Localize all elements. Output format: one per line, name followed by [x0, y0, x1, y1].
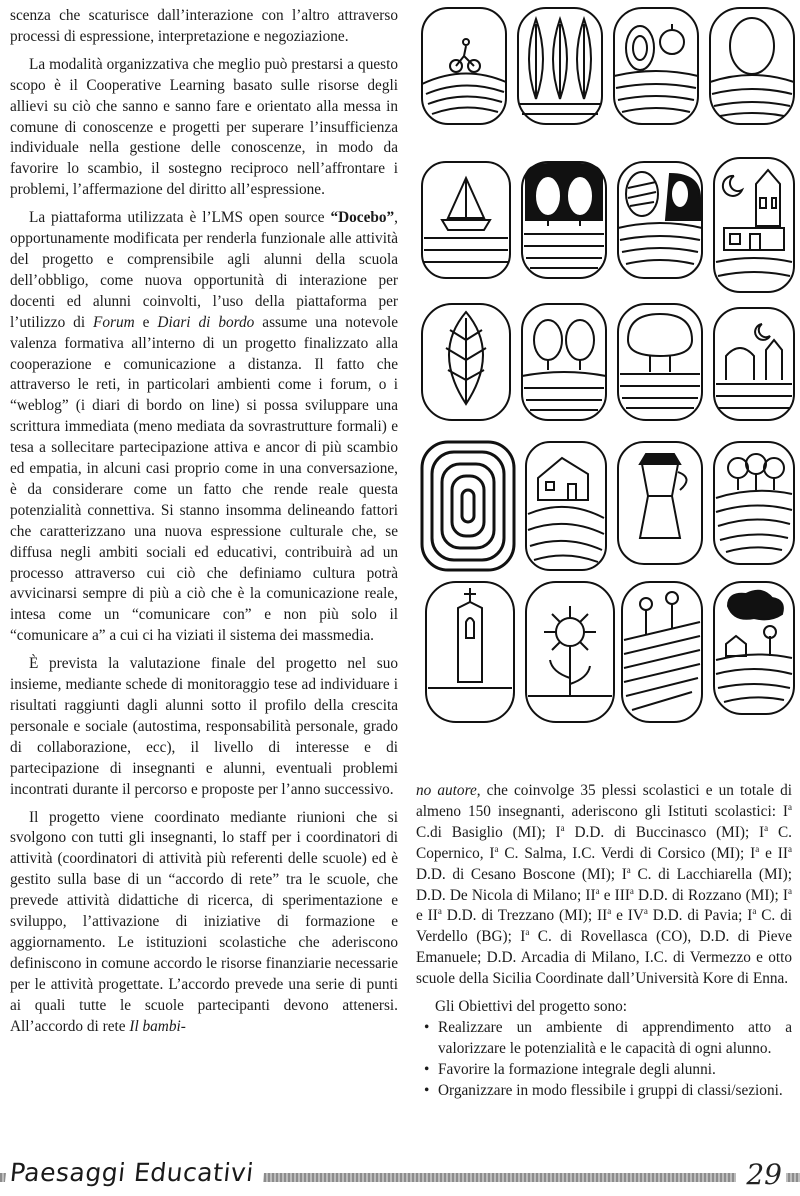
magazine-title: Paesaggi Educativi	[4, 1158, 265, 1187]
ordinal-marker: a	[752, 906, 757, 917]
ordinal-marker: a	[437, 906, 442, 917]
drawing-oval-tree	[706, 4, 798, 128]
text-run: e II	[416, 907, 438, 925]
ordinal-marker: a	[626, 864, 631, 875]
ordinal-marker: a	[629, 885, 634, 896]
text-run: C. Copernico, I	[416, 823, 792, 862]
text-run: , opportunamente modificata per renderla funzionale alle attività del progetto e comprensibile agli alunni della scuola dell’obbligo, come nuova opportunità di interazione per docenti ed alunni coinvolti, l’uso della piattaforma per l’utilizzo di	[10, 209, 398, 331]
drawing-bell-tower	[422, 578, 518, 726]
drawing-striped-leaf-tree	[614, 158, 706, 282]
text-run: D.D. di Cesano Boscone (MI); I	[416, 865, 627, 883]
text-run: D.D. di Pavia; I	[647, 907, 753, 925]
text-run: C. Salma, I.C. Verdi di Corsico (MI); I	[498, 844, 756, 862]
drawing-big-sunflower	[522, 578, 618, 726]
text-run: D.D. di Buccinasco (MI); I	[564, 823, 765, 841]
text-run: e	[134, 313, 158, 331]
list-item: • Realizzare un ambiente di apprendimento atto a valorizzare le potenzialità e le capacità di ogni alunno.	[424, 1018, 792, 1060]
drawing-two-trees-night	[518, 158, 610, 282]
drawing-moon-chapel	[710, 304, 798, 424]
text-run: C. di Rovellasca (CO), D.D. di Pieve Emanuele; D.D. Arcadia di Milano, I.C. di Vermezzo e otto scuole della Sicilia Coordinate dall’Università Kore di Enna.	[416, 928, 792, 988]
forum-term: Forum	[93, 313, 135, 331]
text-run: D.D. di Rozzano (MI); I	[633, 886, 788, 904]
ordinal-marker: a	[643, 906, 648, 917]
text-run: D.D. di Trezzano (MI); II	[441, 907, 608, 925]
platform-name: “Docebo”	[330, 209, 395, 227]
schools-paragraph	[416, 781, 792, 990]
ordinal-marker: a	[607, 906, 612, 917]
text-run: La piattaforma utilizzata è l’LMS open source	[29, 209, 331, 227]
drawing-house-and-sunflower-cloud	[710, 578, 798, 718]
paragraph: La modalità organizzativa che meglio può prestarsi a questo scopo è il Cooperative Learning basato sulle risorse degli allievi su ciò che sanno e sanno fare e orientato alla messa in comune di conoscenze e progetti per superare l’insufficienza individuale nella gestione delle conoscenze, in modo da favorire lo scambio, il sostegno reciproco nell’affrontare i problemi, l’affermazione del diritto all’espressione.	[10, 55, 398, 199]
drawing-cyclist-hill	[418, 4, 510, 128]
text-run: C. di Lacchiarella (MI); D.D. De Nicola di Milano; II	[416, 865, 792, 904]
diari-term: Diari di bordo	[157, 313, 255, 331]
drawing-tree-and-fruit	[610, 4, 702, 128]
children-drawings-grid	[418, 4, 800, 774]
ordinal-marker: a	[755, 843, 760, 854]
page-footer	[0, 1158, 800, 1196]
paragraph	[10, 208, 398, 647]
ordinal-marker: a	[494, 843, 499, 854]
text-run: e II	[759, 844, 788, 862]
text-run: C. di Verdello (BG); I	[416, 907, 792, 946]
drawing-sailboat-sea	[418, 158, 514, 282]
drawing-sunflowers-fields	[618, 578, 706, 726]
ordinal-marker: a	[595, 885, 600, 896]
text-run: C.di Basiglio (MI); I	[416, 823, 561, 841]
ordinal-marker: a	[788, 801, 792, 812]
right-column	[416, 781, 792, 1102]
drawing-moon-church-village	[710, 154, 798, 296]
text-run: e IV	[611, 907, 644, 925]
left-column	[10, 6, 398, 1045]
drawing-spiral-rings	[418, 438, 518, 574]
drawing-cypress-trees	[514, 4, 606, 128]
list-item: • Organizzare in modo flessibile i gruppi di classi/sezioni.	[424, 1081, 792, 1102]
paragraph: scenza che scaturisce dall’interazione con l’altro attraverso processi di espressione, interpretazione e negoziazione.	[10, 7, 398, 45]
page-number: 29	[736, 1158, 786, 1191]
list-item: • Favorire la formazione integrale degli alunni.	[424, 1060, 792, 1081]
text-run: Il progetto viene coordinato mediante riunioni che si svolgono con tutti gli insegnanti, lo staff per i coordinatori di attività (coordinatori di attività più referenti delle scuole) ed è gestito sulla base di un “accordo di rete” tra le scuole, che prevede attività didattiche di ricerca, di sperimentazione e sviluppo, l’attivazione di iniziative di formazione e aggiornamento. Le istituzioni scolastiche che aderiscono definiscono in comune accordo le risorse finanziarie necessarie per le attività progettate. L’accordo prevede una serie di punti ai quali tutte le scuole partecipanti devono attenersi. All’accordo di rete	[10, 808, 398, 1035]
project-title: Il bambi-	[129, 1017, 186, 1035]
paragraph: È prevista la valutazione finale del progetto nel suo insieme, mediante schede di monitoraggio tese ad individuare i risultati raggiunti dagli alunni sotto il profilo della crescita personale e sociale (autostima, responsabilità personale, grado di collaborazione, ecc), il livello di interesse e di partecipazione di insegnanti e alunni, eventuali problemi incontrati durante il percorso e proposte per l’anno successivo.	[10, 655, 398, 798]
drawing-trees-on-hill	[710, 438, 798, 568]
drawing-moka-pot	[614, 438, 706, 568]
drawing-tree-canopy-field	[614, 300, 706, 424]
ordinal-marker: a	[560, 822, 565, 833]
ordinal-marker: a	[525, 927, 530, 938]
text-run: e III	[599, 886, 630, 904]
text-run: , che coinvolge 35 plessi scolastici e un totale di almeno 150 insegnanti, aderiscono gli Istituti scolastici: I	[416, 782, 792, 820]
drawing-two-dotted-trees	[518, 300, 610, 424]
objectives-intro: Gli Obiettivi del progetto sono:	[435, 998, 628, 1016]
ordinal-marker: a	[788, 885, 792, 896]
paragraph	[10, 808, 398, 1038]
text-run: assume una notevole valenza formativa all’interno di un progetto finalizzato alla cooperazione e comunicazione a distanza. Il fatto che attraverso le reti, in particolari ambienti come i forum, o i “weblog” (i diari di bordo on line) si possa sviluppare una scrittura immediata (meno mediata da sovrastrutture formali) e tesa a sollecitare partecipazione attiva e ancor di più scambio ed empatia, in alcuni casi proprio come in una conversazione, è da considerare come un fatto che rende reale questa potenzialità connettiva. Si stanno insomma delineando fattori che caratterizzano una nuova espressione culturale che, se diffusa negli ambiti sociali ed educativi, contribuirà ad un processo attraverso cui ciò che definiamo cultura potrà avvicinarsi sempre di più a ciò che è la comunicazione reale, intesa come un “comunicare con” e non più solo il “comunicare a” a cui ci ha viziati il sistema dei massmedia.	[10, 313, 398, 645]
drawing-large-leaf	[418, 300, 514, 424]
project-title-continued: no autore	[416, 782, 477, 799]
objectives-list	[416, 1018, 792, 1102]
ordinal-marker: a	[764, 822, 769, 833]
ordinal-marker: a	[788, 843, 792, 854]
drawing-farmhouse-hills	[522, 438, 610, 574]
